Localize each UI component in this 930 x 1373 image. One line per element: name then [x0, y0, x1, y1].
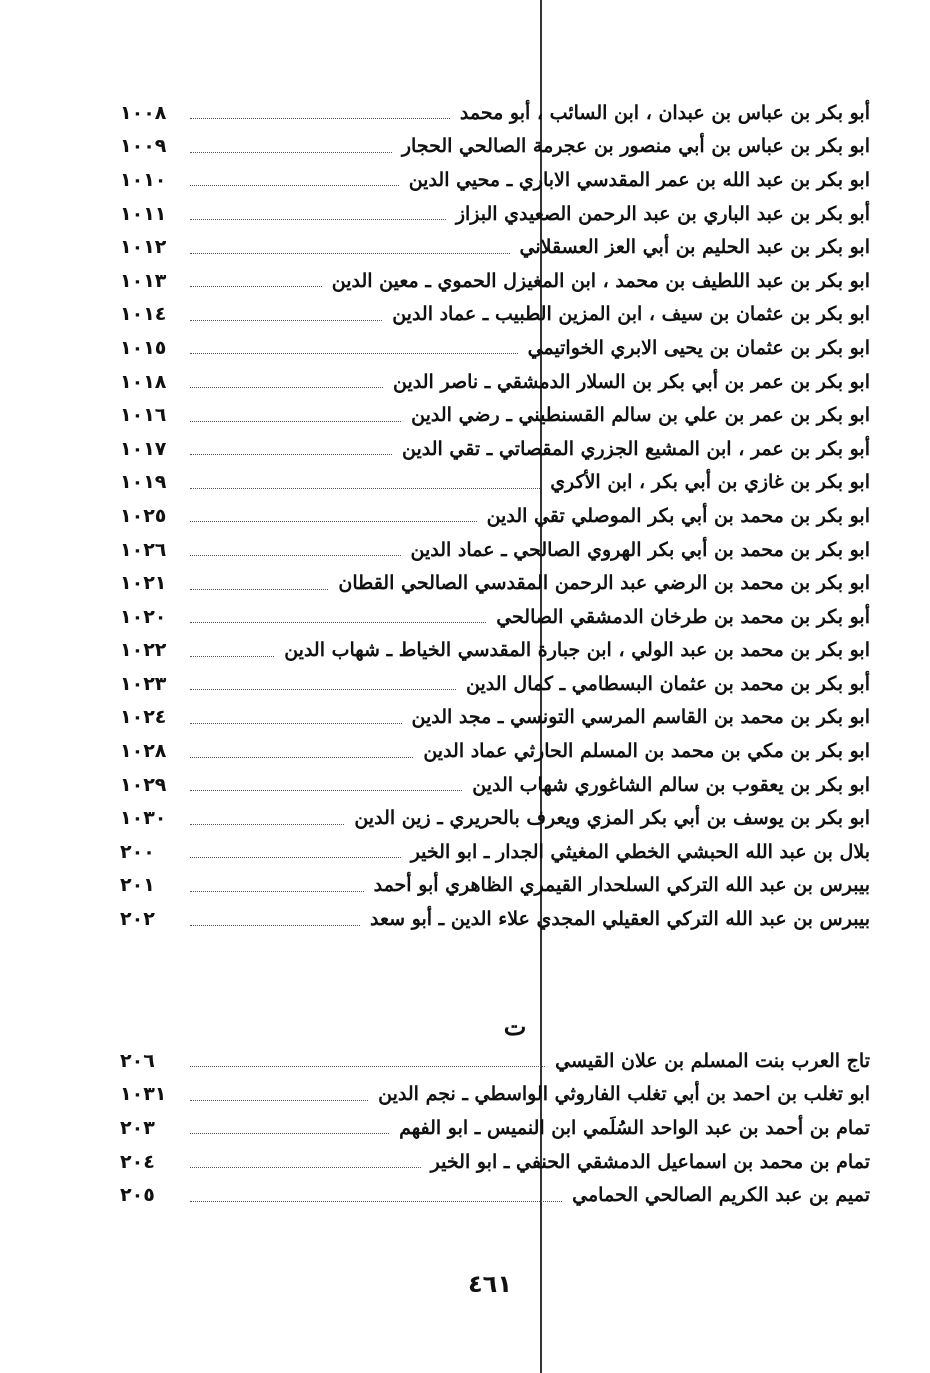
dot-leader: [190, 476, 540, 489]
dot-leader: [190, 140, 392, 153]
entry-name: تميم بن عبد الكريم الصالحي الحمامي: [572, 1184, 870, 1207]
index-entry: [120, 1044, 870, 1078]
dot-leader: [190, 1054, 545, 1067]
dot-leader: [190, 509, 477, 522]
index-entry: [120, 600, 870, 634]
entry-name: ابو بكر بن عبد الحليم بن أبي العز العسقلاني: [519, 236, 870, 259]
index-entry: [120, 264, 870, 298]
entry-number: ٢٠٠: [120, 840, 155, 863]
entry-number: ١٠٢٢: [120, 639, 167, 662]
dot-leader: [190, 577, 328, 590]
index-entry: [120, 734, 870, 768]
dot-leader: [190, 543, 401, 556]
dot-leader: [190, 1189, 562, 1202]
entry-number: ٢٠٣: [120, 1116, 155, 1139]
entry-name: بيبرس بن عبد الله التركي العقيلي المجدي علاء الدين ـ أبو سعد: [370, 908, 870, 931]
index-entry: [120, 331, 870, 365]
entry-name: تمام بن محمد بن اسماعيل الدمشقي الحنفي ـ ابو الخير: [430, 1150, 870, 1173]
entry-number: ١٠٢٨: [120, 740, 167, 763]
entry-name: ابو بكر بن عثمان بن يحيى الابري الخواتيمي: [527, 336, 870, 359]
entry-number: ١٠١٢: [120, 236, 167, 259]
entry-number: ١٠١٦: [120, 404, 167, 427]
entry-number: ١٠٢١: [120, 572, 167, 595]
index-entry: [120, 163, 870, 197]
entry-number: ١٠١٧: [120, 437, 167, 460]
index-entry: [120, 230, 870, 264]
entry-name: ابو بكر بن غازي بن أبي بكر ، ابن الأكري: [550, 471, 870, 494]
entry-name: أبو بكر بن عبد الباري بن عبد الرحمن الصعيدي البزاز: [455, 202, 870, 225]
entry-name: ابو بكر بن مكي بن محمد بن المسلم الحارثي عماد الدين: [423, 740, 870, 763]
dot-leader: [190, 778, 462, 791]
dot-leader: [190, 1121, 389, 1134]
index-entry: [120, 869, 870, 903]
index-entry: [120, 667, 870, 701]
entry-number: ١٠٣٠: [120, 807, 167, 830]
entry-name: ابو تغلب بن احمد بن أبي تغلب الفاروثي الواسطي ـ نجم الدين: [378, 1083, 870, 1106]
dot-leader: [190, 913, 360, 926]
entry-name: ابو بكر بن محمد بن أبي بكر الموصلي تقي الدين: [486, 504, 870, 527]
entry-number: ١٠١٠: [120, 168, 167, 191]
entry-name: ابو بكر بن محمد بن أبي بكر الهروي الصالحي ـ عماد الدين: [410, 538, 870, 561]
entry-name: أبو بكر بن عباس بن عبدان ، ابن السائب ، أبو محمد: [459, 101, 870, 124]
index-entry: [120, 432, 870, 466]
entry-name: ابو بكر بن عبد اللطيف بن محمد ، ابن المغيزل الحموي ـ معين الدين: [331, 269, 870, 292]
entry-number: ١٠١٩: [120, 471, 167, 494]
index-list-ba: [120, 96, 870, 936]
section-letter-heading: ت: [503, 1012, 527, 1041]
index-entry: [120, 701, 870, 735]
entry-name: ابو بكر بن يعقوب بن سالم الشاغوري شهاب الدين: [472, 773, 870, 796]
index-entry: [120, 398, 870, 432]
entry-number: ١٠٢٦: [120, 538, 167, 561]
entry-number: ٢٠٢: [120, 908, 155, 931]
dot-leader: [190, 644, 274, 657]
entry-name: أبو بكر بن محمد بن عثمان البسطامي ـ كمال الدين: [465, 672, 870, 695]
dot-leader: [190, 308, 382, 321]
dot-leader: [190, 375, 383, 388]
index-entry: [120, 801, 870, 835]
entry-name: أبو بكر بن محمد بن طرخان الدمشقي الصالحي: [496, 605, 870, 628]
page-number: ٤٦١: [468, 1270, 512, 1298]
index-entry: [120, 902, 870, 936]
entry-name: ابو بكر بن محمد بن الرضي عبد الرحمن المقدسي الصالحي القطان: [338, 572, 870, 595]
entry-number: ٢٠٤: [120, 1150, 155, 1173]
entry-name: أبو بكر بن عمر ، ابن المشيع الجزري المقصاتي ـ تقي الدين: [402, 437, 870, 460]
entry-number: ١٠١٥: [120, 336, 167, 359]
dot-leader: [190, 745, 413, 758]
index-entry: [120, 197, 870, 231]
dot-leader: [190, 711, 402, 724]
dot-leader: [190, 1088, 368, 1101]
index-entry: [120, 1111, 870, 1145]
dot-leader: [190, 812, 344, 825]
entry-number: ١٠٢٥: [120, 504, 167, 527]
dot-leader: [190, 274, 322, 287]
entry-name: ابو بكر بن عثمان بن سيف ، ابن المزين الطبيب ـ عماد الدين: [392, 303, 870, 326]
entry-number: ٢٠٥: [120, 1184, 155, 1207]
entry-name: تاج العرب بنت المسلم بن علان القيسي: [555, 1049, 870, 1072]
entry-name: ابو بكر بن عمر بن علي بن سالم القسنطيني ـ رضي الدين: [411, 404, 870, 427]
entry-number: ١٠١٤: [120, 303, 167, 326]
entry-name: ابو بكر بن محمد بن القاسم المرسي التونسي ـ مجد الدين: [411, 706, 870, 729]
dot-leader: [190, 677, 456, 690]
dot-leader: [190, 409, 401, 422]
entry-number: ١٠٢٠: [120, 605, 167, 628]
entry-name: ابو بكر بن عباس بن أبي منصور بن عجرمة الصالحي الحجار: [401, 135, 870, 158]
index-list-ta: [120, 1044, 870, 1212]
entry-number: ١٠١٣: [120, 269, 167, 292]
index-entry: [120, 499, 870, 533]
entry-name: بلال بن عبد الله الحبشي الخطي المغيثي الجدار ـ ابو الخير: [410, 840, 870, 863]
index-entry: [120, 835, 870, 869]
index-entry: [120, 634, 870, 668]
dot-leader: [190, 845, 401, 858]
entry-number: ١٠٢٤: [120, 706, 167, 729]
entry-name: ابو بكر بن يوسف بن أبي بكر المزي ويعرف بالحريري ـ زين الدين: [354, 807, 870, 830]
entry-number: ١٠٢٣: [120, 672, 167, 695]
index-entry: [120, 365, 870, 399]
index-entry: [120, 533, 870, 567]
entry-number: ١٠٢٩: [120, 773, 167, 796]
entry-number: ١٠٠٨: [120, 101, 167, 124]
dot-leader: [190, 106, 450, 119]
dot-leader: [190, 610, 486, 623]
index-entry: [120, 466, 870, 500]
entry-number: ٢٠٦: [120, 1049, 155, 1072]
dot-leader: [190, 241, 510, 254]
dot-leader: [190, 442, 392, 455]
dot-leader: [190, 173, 399, 186]
entry-name: ابو بكر بن محمد بن عبد الولي ، ابن جبارة المقدسي الخياط ـ شهاب الدين: [284, 639, 870, 662]
index-entry: [120, 1145, 870, 1179]
entry-name: تمام بن أحمد بن عبد الواحد السُلَمي ابن النميس ـ ابو الفهم: [399, 1116, 870, 1139]
entry-name: ابو بكر بن عبد الله بن عمر المقدسي الاباري ـ محيي الدين: [408, 168, 870, 191]
entry-number: ١٠٣١: [120, 1083, 167, 1106]
index-entry: [120, 130, 870, 164]
entry-number: ٢٠١: [120, 874, 155, 897]
index-entry: [120, 298, 870, 332]
index-entry: [120, 566, 870, 600]
index-entry: [120, 1078, 870, 1112]
index-entry: [120, 96, 870, 130]
entry-number: ١٠٠٩: [120, 135, 167, 158]
dot-leader: [190, 341, 518, 354]
dot-leader: [190, 1155, 421, 1168]
entry-number: ١٠١١: [120, 202, 167, 225]
index-entry: [120, 1178, 870, 1212]
index-entry: [120, 768, 870, 802]
entry-name: ابو بكر بن عمر بن أبي بكر بن السلار الدمشقي ـ ناصر الدين: [393, 370, 870, 393]
entry-number: ١٠١٨: [120, 370, 167, 393]
entry-name: بيبرس بن عبد الله التركي السلحدار القيمري الظاهري أبو أحمد: [373, 874, 870, 897]
dot-leader: [190, 207, 446, 220]
dot-leader: [190, 879, 364, 892]
